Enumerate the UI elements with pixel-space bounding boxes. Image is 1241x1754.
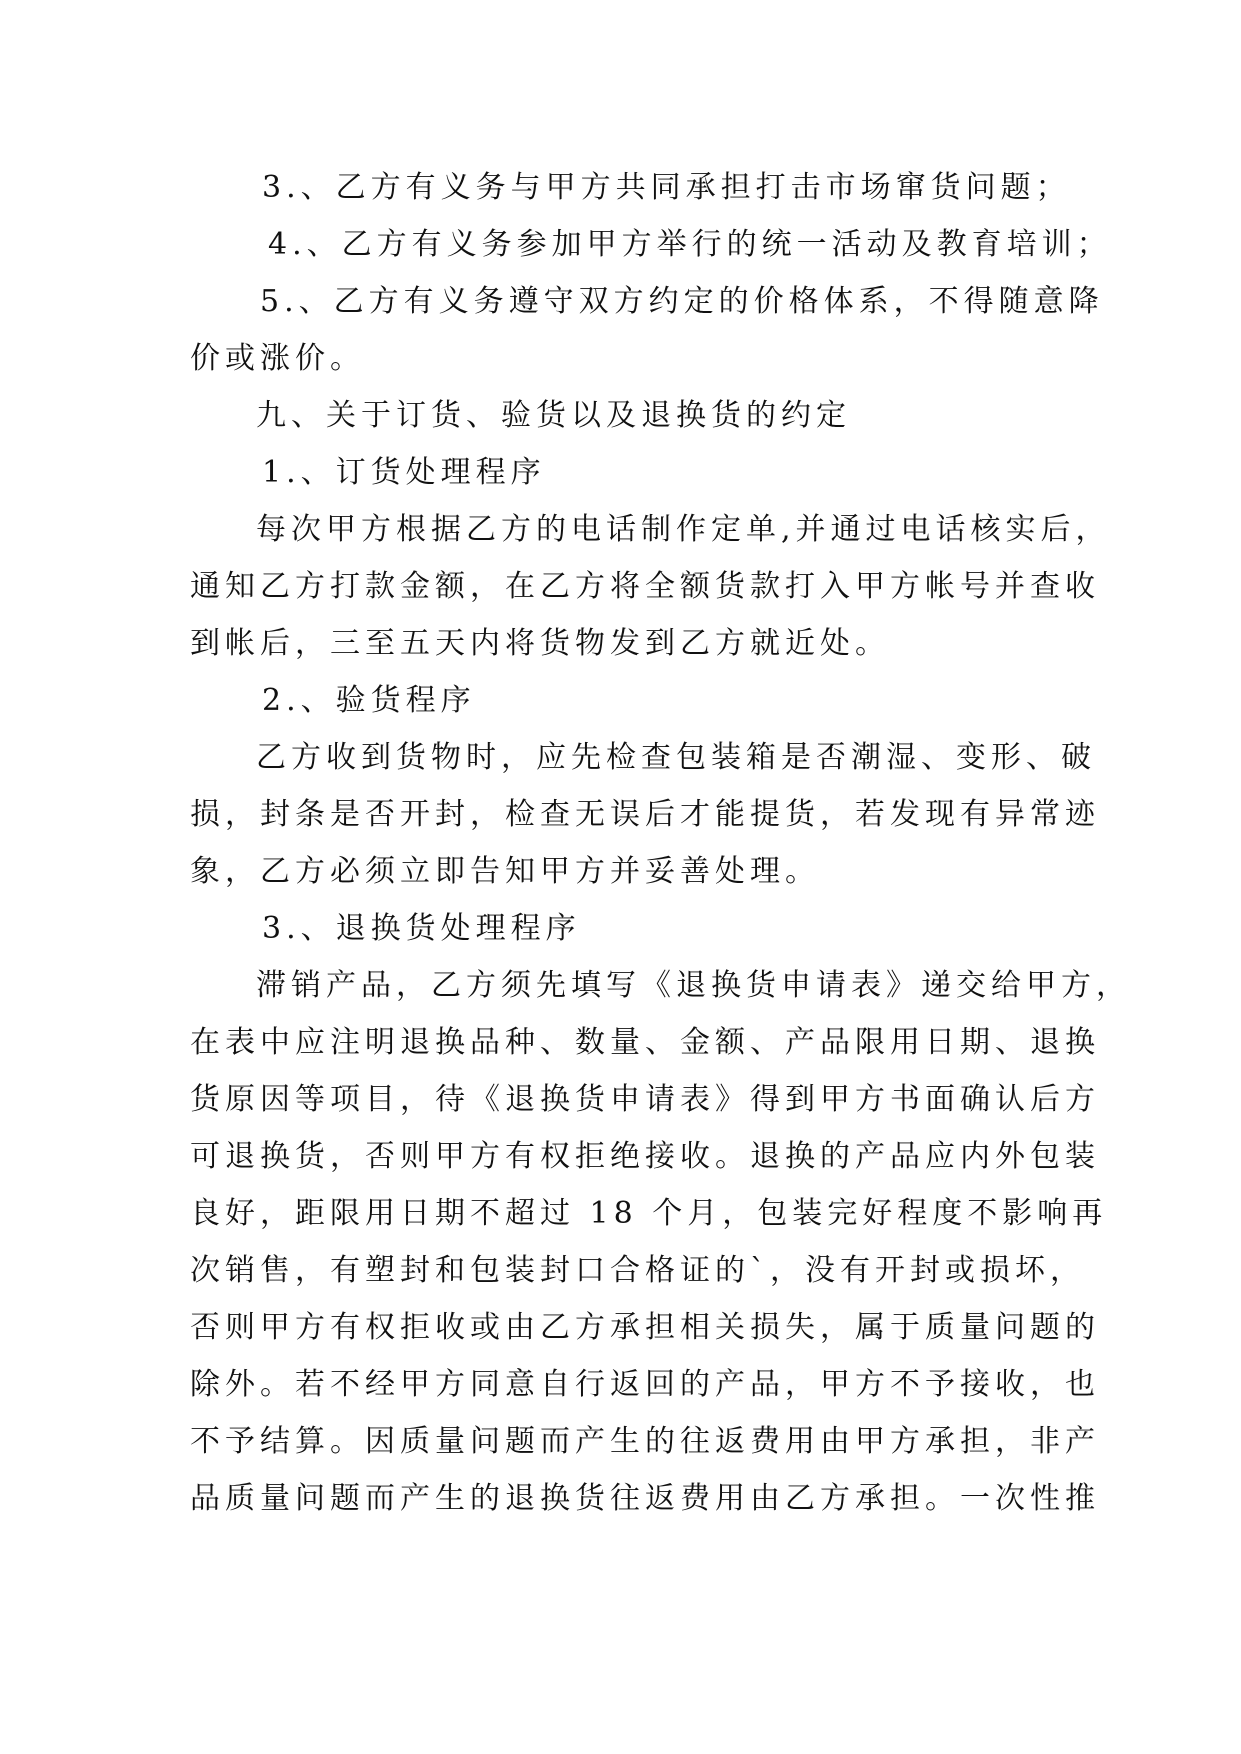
text-line: 品质量问题而产生的退换货往返费用由乙方承担。一次性推 xyxy=(190,1481,1100,1516)
text-line: 每次甲方根据乙方的电话制作定单,并通过电话核实后， xyxy=(256,512,1111,547)
text-line: 货原因等项目，待《退换货申请表》得到甲方书面确认后方 xyxy=(190,1082,1100,1117)
text-line: 通知乙方打款金额，在乙方将全额货款打入甲方帐号并查收 xyxy=(190,569,1100,604)
text-line: 3.、乙方有义务与甲方共同承担打击市场窜货问题； xyxy=(262,170,1071,205)
text-line: 次销售，有塑封和包装封口合格证的`，没有开封或损坏， xyxy=(190,1253,1085,1288)
text-line: 可退换货，否则甲方有权拒绝接收。退换的产品应内外包装 xyxy=(190,1139,1100,1174)
text-line: 象，乙方必须立即告知甲方并妥善处理。 xyxy=(190,854,820,889)
text-line: 否则甲方有权拒收或由乙方承担相关损失，属于质量问题的 xyxy=(190,1310,1100,1345)
text-line: 除外。若不经甲方同意自行返回的产品，甲方不予接收，也 xyxy=(190,1367,1100,1402)
text-line: 乙方收到货物时，应先检查包装箱是否潮湿、变形、破 xyxy=(256,740,1096,775)
text-line: 损，封条是否开封，检查无误后才能提货，若发现有异常迹 xyxy=(190,797,1100,832)
text-line: 4.、乙方有义务参加甲方举行的统一活动及教育培训； xyxy=(268,227,1112,262)
text-line: 良好，距限用日期不超过 18 个月，包装完好程度不影响再 xyxy=(190,1196,1108,1231)
text-line: 滞销产品，乙方须先填写《退换货申请表》递交给甲方， xyxy=(256,968,1131,1003)
subsection-heading: 1.、订货处理程序 xyxy=(262,455,546,490)
text-line: 到帐后，三至五天内将货物发到乙方就近处。 xyxy=(190,626,890,661)
text-line: 5.、乙方有义务遵守双方约定的价格体系，不得随意降 xyxy=(260,284,1104,319)
text-line: 不予结算。因质量问题而产生的往返费用由甲方承担，非产 xyxy=(190,1424,1100,1459)
subsection-heading: 3.、退换货处理程序 xyxy=(262,911,581,946)
subsection-heading: 2.、验货程序 xyxy=(262,683,476,718)
text-line: 在表中应注明退换品种、数量、金额、产品限用日期、退换 xyxy=(190,1025,1100,1060)
section-heading: 九、关于订货、验货以及退换货的约定 xyxy=(256,398,851,433)
text-line: 价或涨价。 xyxy=(190,341,365,376)
